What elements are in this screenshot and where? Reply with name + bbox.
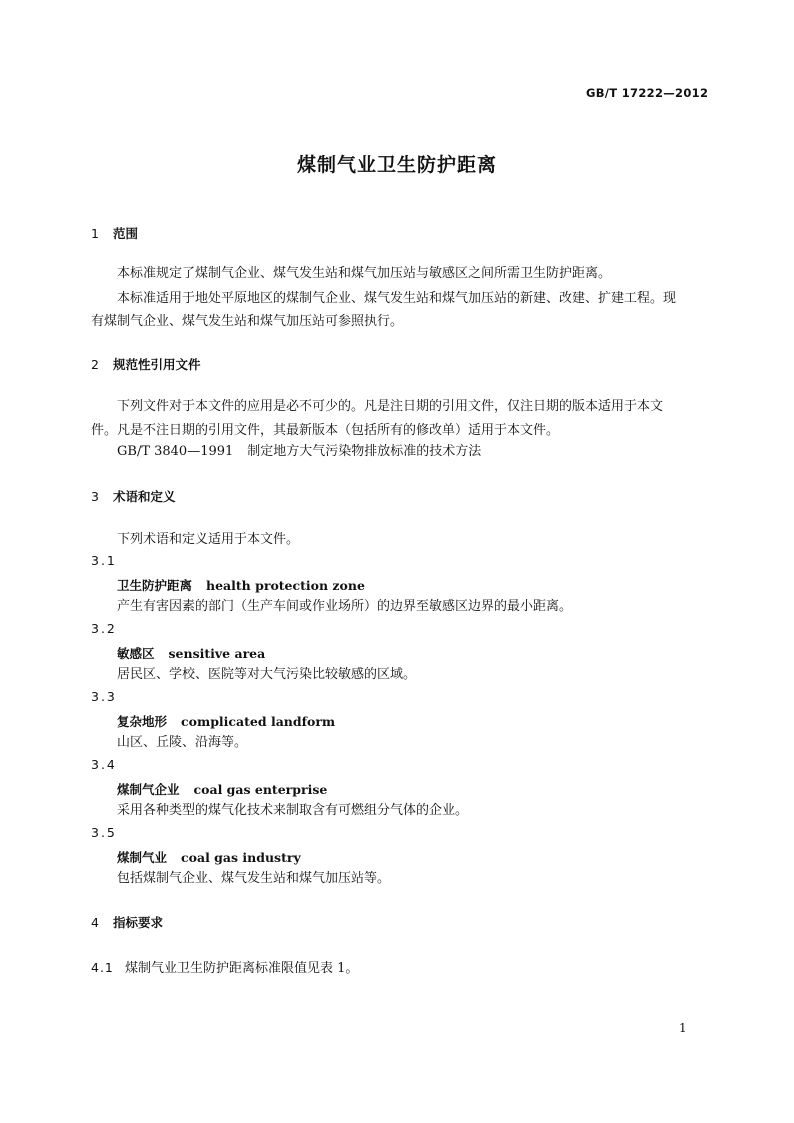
term-3-1-definition: 产生有害因素的部门（生产车间或作业场所）的边界至敏感区边界的最小距离。 (117, 599, 573, 614)
section-2-number: 2 (91, 357, 99, 372)
term-3-1-cn: 卫生防护距离 (117, 578, 193, 593)
term-3-5 (117, 848, 301, 866)
section-4-title: 指标要求 (113, 915, 164, 930)
section-1-paragraph-2-line-2: 有煤制气企业、煤气发生站和煤气加压站可参照执行。 (91, 314, 404, 329)
standard-code: GB/T 17222—2012 (586, 86, 709, 100)
normative-reference (117, 439, 481, 464)
term-3-2-en: sensitive area (168, 646, 266, 661)
term-3-5-en: coal gas industry (181, 850, 301, 865)
term-3-3-cn: 复杂地形 (117, 714, 168, 729)
term-3-5-definition: 包括煤制气企业、煤气发生站和煤气加压站等。 (117, 871, 391, 886)
term-3-4-definition: 采用各种类型的煤气化技术来制取含有可燃组分气体的企业。 (117, 803, 469, 818)
term-3-3-en: complicated landform (181, 714, 336, 729)
term-3-3-definition: 山区、丘陵、沿海等。 (117, 735, 248, 750)
clause-3-4-number: 3.4 (91, 757, 117, 772)
term-3-1-en: health protection zone (206, 578, 365, 593)
page-number: 1 (679, 1021, 687, 1035)
section-1-number: 1 (91, 226, 99, 241)
section-1-paragraph-2-line-1: 本标准适用于地处平原地区的煤制气企业、煤气发生站和煤气加压站的新建、改建、扩建工程。现 (117, 291, 677, 306)
section-3-heading (91, 487, 176, 505)
clause-3-5-number: 3.5 (91, 825, 117, 840)
term-3-4-cn: 煤制气企业 (117, 782, 180, 797)
clause-4-1-number: 4.1 (91, 960, 114, 975)
clause-3-3-number: 3.3 (91, 689, 117, 704)
term-3-1 (117, 576, 365, 594)
section-4-heading (91, 913, 163, 931)
section-2-paragraph-line-2: 件。凡是不注日期的引用文件，其最新版本（包括所有的修改单）适用于本文件。 (91, 423, 560, 438)
section-3-number: 3 (91, 489, 99, 504)
term-3-4-en: coal gas enterprise (193, 782, 328, 797)
reference-title: 制定地方大气污染物排放标准的技术方法 (247, 444, 482, 459)
section-4-number: 4 (91, 915, 99, 930)
section-3-intro: 下列术语和定义适用于本文件。 (117, 532, 300, 547)
section-3-title: 术语和定义 (113, 489, 176, 504)
clause-3-1-number: 3.1 (91, 553, 117, 568)
section-1-paragraph-1: 本标准规定了煤制气企业、煤气发生站和煤气加压站与敏感区之间所需卫生防护距离。 (117, 266, 612, 281)
term-3-5-cn: 煤制气业 (117, 850, 168, 865)
term-3-2-cn: 敏感区 (117, 646, 155, 661)
section-1-title: 范围 (113, 226, 139, 241)
term-3-2 (117, 644, 265, 662)
document-title: 煤制气业卫生防护距离 (296, 154, 497, 176)
clause-4-1 (91, 955, 358, 981)
term-3-2-definition: 居民区、学校、医院等对大气污染比较敏感的区域。 (117, 667, 417, 682)
section-1-heading (91, 224, 138, 242)
section-2-heading (91, 355, 201, 373)
clause-3-2-number: 3.2 (91, 621, 117, 636)
term-3-3 (117, 712, 335, 730)
section-2-title: 规范性引用文件 (113, 357, 201, 372)
term-3-4 (117, 780, 327, 798)
clause-4-1-text: 煤制气业卫生防护距离标准限值见表 1。 (125, 961, 359, 976)
section-2-paragraph-line-1: 下列文件对于本文件的应用是必不可少的。凡是注日期的引用文件，仅注日期的版本适用于本文 (117, 399, 664, 414)
reference-code: GB/T 3840—1991 (117, 444, 234, 459)
